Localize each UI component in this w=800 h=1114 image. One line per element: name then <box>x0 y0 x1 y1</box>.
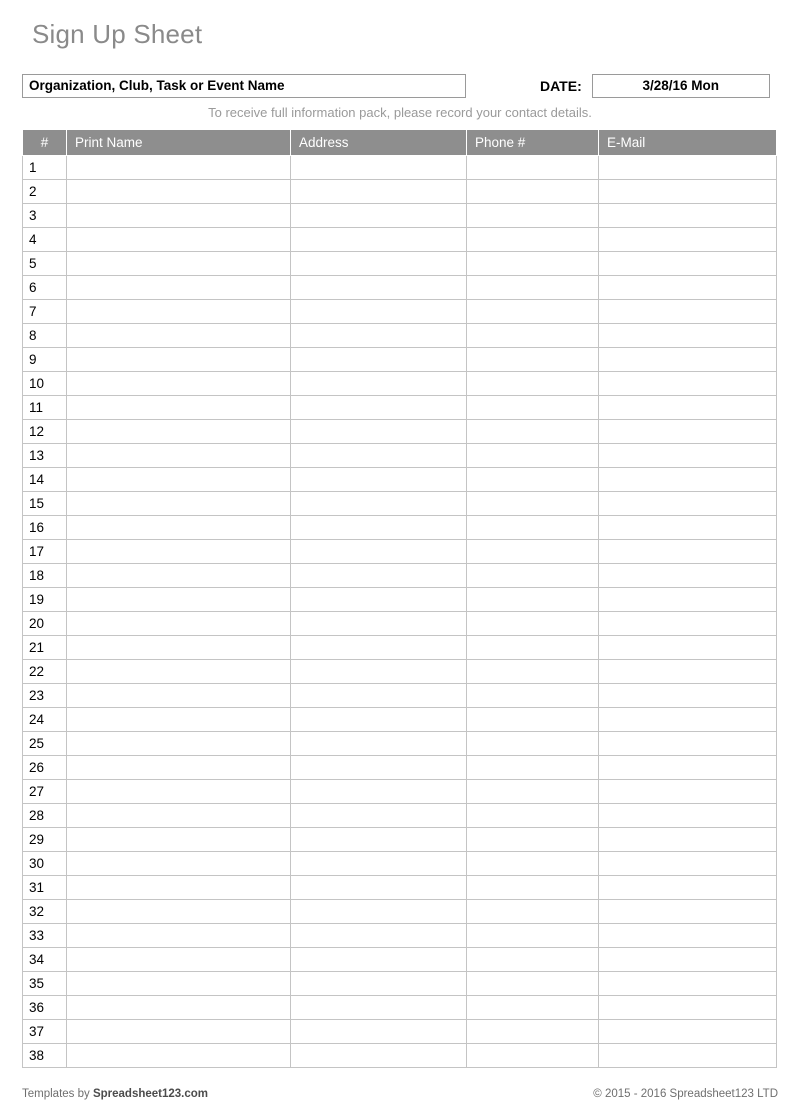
email-cell[interactable] <box>599 780 777 804</box>
phone-cell[interactable] <box>467 900 599 924</box>
print-name-cell[interactable] <box>67 540 291 564</box>
phone-cell[interactable] <box>467 468 599 492</box>
email-cell[interactable] <box>599 348 777 372</box>
row-number-cell: 23 <box>23 684 67 708</box>
print-name-cell[interactable] <box>67 276 291 300</box>
print-name-cell[interactable] <box>67 660 291 684</box>
email-cell[interactable] <box>599 612 777 636</box>
table-row <box>23 300 777 324</box>
row-number-cell: 24 <box>23 708 67 732</box>
print-name-cell[interactable] <box>67 324 291 348</box>
row-number-cell: 10 <box>23 372 67 396</box>
row-number-cell: 11 <box>23 396 67 420</box>
table-row <box>23 228 777 252</box>
footer-credit <box>22 1088 208 1100</box>
row-number-cell: 33 <box>23 924 67 948</box>
column-header-phone: Phone # <box>467 130 599 156</box>
phone-cell[interactable] <box>467 396 599 420</box>
phone-cell[interactable] <box>467 780 599 804</box>
email-cell[interactable] <box>599 516 777 540</box>
instruction-text: To receive full information pack, please record your contact details. <box>208 105 592 120</box>
date-label: DATE: <box>540 78 582 94</box>
print-name-cell[interactable] <box>67 996 291 1020</box>
table-row <box>23 924 777 948</box>
address-cell[interactable] <box>291 468 467 492</box>
table-row <box>23 252 777 276</box>
address-cell[interactable] <box>291 996 467 1020</box>
email-cell[interactable] <box>599 804 777 828</box>
address-cell[interactable] <box>291 972 467 996</box>
table-body <box>23 156 777 1068</box>
table-row <box>23 468 777 492</box>
row-number-cell: 19 <box>23 588 67 612</box>
email-cell[interactable] <box>599 684 777 708</box>
table-row <box>23 348 777 372</box>
phone-cell[interactable] <box>467 948 599 972</box>
column-header-email: E-Mail <box>599 130 777 156</box>
table-row <box>23 444 777 468</box>
address-cell[interactable] <box>291 516 467 540</box>
email-cell[interactable] <box>599 996 777 1020</box>
address-cell[interactable] <box>291 1020 467 1044</box>
phone-cell[interactable] <box>467 228 599 252</box>
column-header-address: Address <box>291 130 467 156</box>
table-row <box>23 708 777 732</box>
row-number-cell: 29 <box>23 828 67 852</box>
print-name-cell[interactable] <box>67 708 291 732</box>
address-cell[interactable] <box>291 804 467 828</box>
table-row <box>23 396 777 420</box>
print-name-cell[interactable] <box>67 732 291 756</box>
table-row <box>23 420 777 444</box>
table-row <box>23 324 777 348</box>
email-cell[interactable] <box>599 972 777 996</box>
row-number-cell: 15 <box>23 492 67 516</box>
address-cell[interactable] <box>291 684 467 708</box>
row-number-cell: 4 <box>23 228 67 252</box>
address-cell[interactable] <box>291 924 467 948</box>
print-name-cell[interactable] <box>67 492 291 516</box>
email-cell[interactable] <box>599 564 777 588</box>
table-row <box>23 876 777 900</box>
phone-cell[interactable] <box>467 804 599 828</box>
sign-up-table <box>22 129 777 1068</box>
print-name-cell[interactable] <box>67 468 291 492</box>
row-number-cell: 30 <box>23 852 67 876</box>
address-cell[interactable] <box>291 876 467 900</box>
row-number-cell: 6 <box>23 276 67 300</box>
phone-cell[interactable] <box>467 420 599 444</box>
print-name-cell[interactable] <box>67 204 291 228</box>
address-cell[interactable] <box>291 372 467 396</box>
table-row <box>23 612 777 636</box>
email-cell[interactable] <box>599 876 777 900</box>
phone-cell[interactable] <box>467 372 599 396</box>
phone-cell[interactable] <box>467 996 599 1020</box>
print-name-cell[interactable] <box>67 876 291 900</box>
phone-cell[interactable] <box>467 732 599 756</box>
address-cell[interactable] <box>291 420 467 444</box>
row-number-cell: 27 <box>23 780 67 804</box>
email-cell[interactable] <box>599 852 777 876</box>
table-row <box>23 492 777 516</box>
email-cell[interactable] <box>599 708 777 732</box>
table-header-row <box>23 130 777 156</box>
row-number-cell: 22 <box>23 660 67 684</box>
phone-cell[interactable] <box>467 612 599 636</box>
address-cell[interactable] <box>291 636 467 660</box>
phone-cell[interactable] <box>467 204 599 228</box>
phone-cell[interactable] <box>467 1020 599 1044</box>
print-name-cell[interactable] <box>67 180 291 204</box>
row-number-cell: 21 <box>23 636 67 660</box>
email-cell[interactable] <box>599 396 777 420</box>
phone-cell[interactable] <box>467 1044 599 1068</box>
email-cell[interactable] <box>599 828 777 852</box>
table-row <box>23 156 777 180</box>
print-name-cell[interactable] <box>67 564 291 588</box>
row-number-cell: 5 <box>23 252 67 276</box>
address-cell[interactable] <box>291 1044 467 1068</box>
print-name-cell[interactable] <box>67 780 291 804</box>
address-cell[interactable] <box>291 564 467 588</box>
address-cell[interactable] <box>291 852 467 876</box>
print-name-cell[interactable] <box>67 948 291 972</box>
print-name-cell[interactable] <box>67 972 291 996</box>
print-name-cell[interactable] <box>67 516 291 540</box>
email-cell[interactable] <box>599 756 777 780</box>
row-number-cell: 28 <box>23 804 67 828</box>
phone-cell[interactable] <box>467 564 599 588</box>
phone-cell[interactable] <box>467 876 599 900</box>
row-number-cell: 35 <box>23 972 67 996</box>
print-name-cell[interactable] <box>67 348 291 372</box>
row-number-cell: 12 <box>23 420 67 444</box>
table-row <box>23 180 777 204</box>
row-number-cell: 17 <box>23 540 67 564</box>
print-name-cell[interactable] <box>67 612 291 636</box>
row-number-cell: 13 <box>23 444 67 468</box>
phone-cell[interactable] <box>467 972 599 996</box>
table-row <box>23 732 777 756</box>
address-cell[interactable] <box>291 660 467 684</box>
phone-cell[interactable] <box>467 276 599 300</box>
print-name-cell[interactable] <box>67 828 291 852</box>
table-row <box>23 276 777 300</box>
phone-cell[interactable] <box>467 660 599 684</box>
table-row <box>23 372 777 396</box>
table-row <box>23 756 777 780</box>
phone-cell[interactable] <box>467 300 599 324</box>
row-number-cell: 34 <box>23 948 67 972</box>
print-name-cell[interactable] <box>67 228 291 252</box>
footer-copyright: © 2015 - 2016 Spreadsheet123 LTD <box>593 1088 778 1100</box>
phone-cell[interactable] <box>467 516 599 540</box>
phone-cell[interactable] <box>467 684 599 708</box>
phone-cell[interactable] <box>467 852 599 876</box>
table-row <box>23 564 777 588</box>
address-cell[interactable] <box>291 396 467 420</box>
phone-cell[interactable] <box>467 636 599 660</box>
print-name-cell[interactable] <box>67 756 291 780</box>
print-name-cell[interactable] <box>67 924 291 948</box>
organization-field[interactable]: Organization, Club, Task or Event Name <box>22 74 466 98</box>
email-cell[interactable] <box>599 300 777 324</box>
table-header <box>23 130 777 156</box>
address-cell[interactable] <box>291 756 467 780</box>
print-name-cell[interactable] <box>67 636 291 660</box>
address-cell[interactable] <box>291 300 467 324</box>
address-cell[interactable] <box>291 900 467 924</box>
address-cell[interactable] <box>291 444 467 468</box>
table-row <box>23 204 777 228</box>
phone-cell[interactable] <box>467 828 599 852</box>
address-cell[interactable] <box>291 252 467 276</box>
email-cell[interactable] <box>599 636 777 660</box>
phone-cell[interactable] <box>467 180 599 204</box>
table-row <box>23 900 777 924</box>
print-name-cell[interactable] <box>67 396 291 420</box>
row-number-cell: 16 <box>23 516 67 540</box>
table-row <box>23 516 777 540</box>
address-cell[interactable] <box>291 828 467 852</box>
row-number-cell: 3 <box>23 204 67 228</box>
email-cell[interactable] <box>599 180 777 204</box>
print-name-cell[interactable] <box>67 420 291 444</box>
phone-cell[interactable] <box>467 924 599 948</box>
email-cell[interactable] <box>599 420 777 444</box>
address-cell[interactable] <box>291 732 467 756</box>
row-number-cell: 38 <box>23 1044 67 1068</box>
phone-cell[interactable] <box>467 324 599 348</box>
address-cell[interactable] <box>291 780 467 804</box>
phone-cell[interactable] <box>467 540 599 564</box>
column-header-print-name: Print Name <box>67 130 291 156</box>
print-name-cell[interactable] <box>67 804 291 828</box>
row-number-cell: 1 <box>23 156 67 180</box>
email-cell[interactable] <box>599 156 777 180</box>
email-cell[interactable] <box>599 276 777 300</box>
table-row <box>23 780 777 804</box>
table-row <box>23 1020 777 1044</box>
address-cell[interactable] <box>291 348 467 372</box>
table-row <box>23 804 777 828</box>
email-cell[interactable] <box>599 924 777 948</box>
table-row <box>23 972 777 996</box>
table-row <box>23 636 777 660</box>
email-cell[interactable] <box>599 1044 777 1068</box>
address-cell[interactable] <box>291 156 467 180</box>
row-number-cell: 7 <box>23 300 67 324</box>
row-number-cell: 32 <box>23 900 67 924</box>
table-row <box>23 684 777 708</box>
row-number-cell: 9 <box>23 348 67 372</box>
address-cell[interactable] <box>291 228 467 252</box>
email-cell[interactable] <box>599 732 777 756</box>
print-name-cell[interactable] <box>67 156 291 180</box>
print-name-cell[interactable] <box>67 588 291 612</box>
email-cell[interactable] <box>599 492 777 516</box>
phone-cell[interactable] <box>467 588 599 612</box>
row-number-cell: 18 <box>23 564 67 588</box>
print-name-cell[interactable] <box>67 252 291 276</box>
row-number-cell: 26 <box>23 756 67 780</box>
footer-brand-link[interactable]: Spreadsheet123.com <box>92 1088 209 1100</box>
table-row <box>23 828 777 852</box>
phone-cell[interactable] <box>467 348 599 372</box>
email-cell[interactable] <box>599 372 777 396</box>
address-cell[interactable] <box>291 492 467 516</box>
phone-cell[interactable] <box>467 252 599 276</box>
page-footer <box>22 1088 778 1100</box>
address-cell[interactable] <box>291 180 467 204</box>
row-number-cell: 8 <box>23 324 67 348</box>
page-title: Sign Up Sheet <box>32 19 203 49</box>
email-cell[interactable] <box>599 252 777 276</box>
table-row <box>23 660 777 684</box>
address-cell[interactable] <box>291 204 467 228</box>
footer-credit-prefix: Templates by <box>22 1088 93 1100</box>
row-number-cell: 31 <box>23 876 67 900</box>
email-cell[interactable] <box>599 204 777 228</box>
print-name-cell[interactable] <box>67 300 291 324</box>
phone-cell[interactable] <box>467 492 599 516</box>
print-name-cell[interactable] <box>67 852 291 876</box>
column-header-number: # <box>23 130 67 156</box>
phone-cell[interactable] <box>467 444 599 468</box>
print-name-cell[interactable] <box>67 684 291 708</box>
print-name-cell[interactable] <box>67 1044 291 1068</box>
table-row <box>23 852 777 876</box>
row-number-cell: 2 <box>23 180 67 204</box>
email-cell[interactable] <box>599 324 777 348</box>
phone-cell[interactable] <box>467 708 599 732</box>
email-cell[interactable] <box>599 948 777 972</box>
table-row <box>23 948 777 972</box>
print-name-cell[interactable] <box>67 1020 291 1044</box>
email-cell[interactable] <box>599 468 777 492</box>
row-number-cell: 14 <box>23 468 67 492</box>
phone-cell[interactable] <box>467 156 599 180</box>
email-cell[interactable] <box>599 660 777 684</box>
email-cell[interactable] <box>599 588 777 612</box>
address-cell[interactable] <box>291 324 467 348</box>
table-row <box>23 540 777 564</box>
address-cell[interactable] <box>291 276 467 300</box>
email-cell[interactable] <box>599 228 777 252</box>
table-row <box>23 996 777 1020</box>
phone-cell[interactable] <box>467 756 599 780</box>
address-cell[interactable] <box>291 612 467 636</box>
address-cell[interactable] <box>291 588 467 612</box>
address-cell[interactable] <box>291 708 467 732</box>
email-cell[interactable] <box>599 540 777 564</box>
table-row <box>23 588 777 612</box>
row-number-cell: 25 <box>23 732 67 756</box>
table-row <box>23 1044 777 1068</box>
row-number-cell: 37 <box>23 1020 67 1044</box>
date-field[interactable]: 3/28/16 Mon <box>592 74 770 98</box>
print-name-cell[interactable] <box>67 900 291 924</box>
email-cell[interactable] <box>599 900 777 924</box>
email-cell[interactable] <box>599 1020 777 1044</box>
email-cell[interactable] <box>599 444 777 468</box>
row-number-cell: 36 <box>23 996 67 1020</box>
address-cell[interactable] <box>291 948 467 972</box>
address-cell[interactable] <box>291 540 467 564</box>
header-info-row <box>22 74 778 98</box>
row-number-cell: 20 <box>23 612 67 636</box>
print-name-cell[interactable] <box>67 372 291 396</box>
print-name-cell[interactable] <box>67 444 291 468</box>
